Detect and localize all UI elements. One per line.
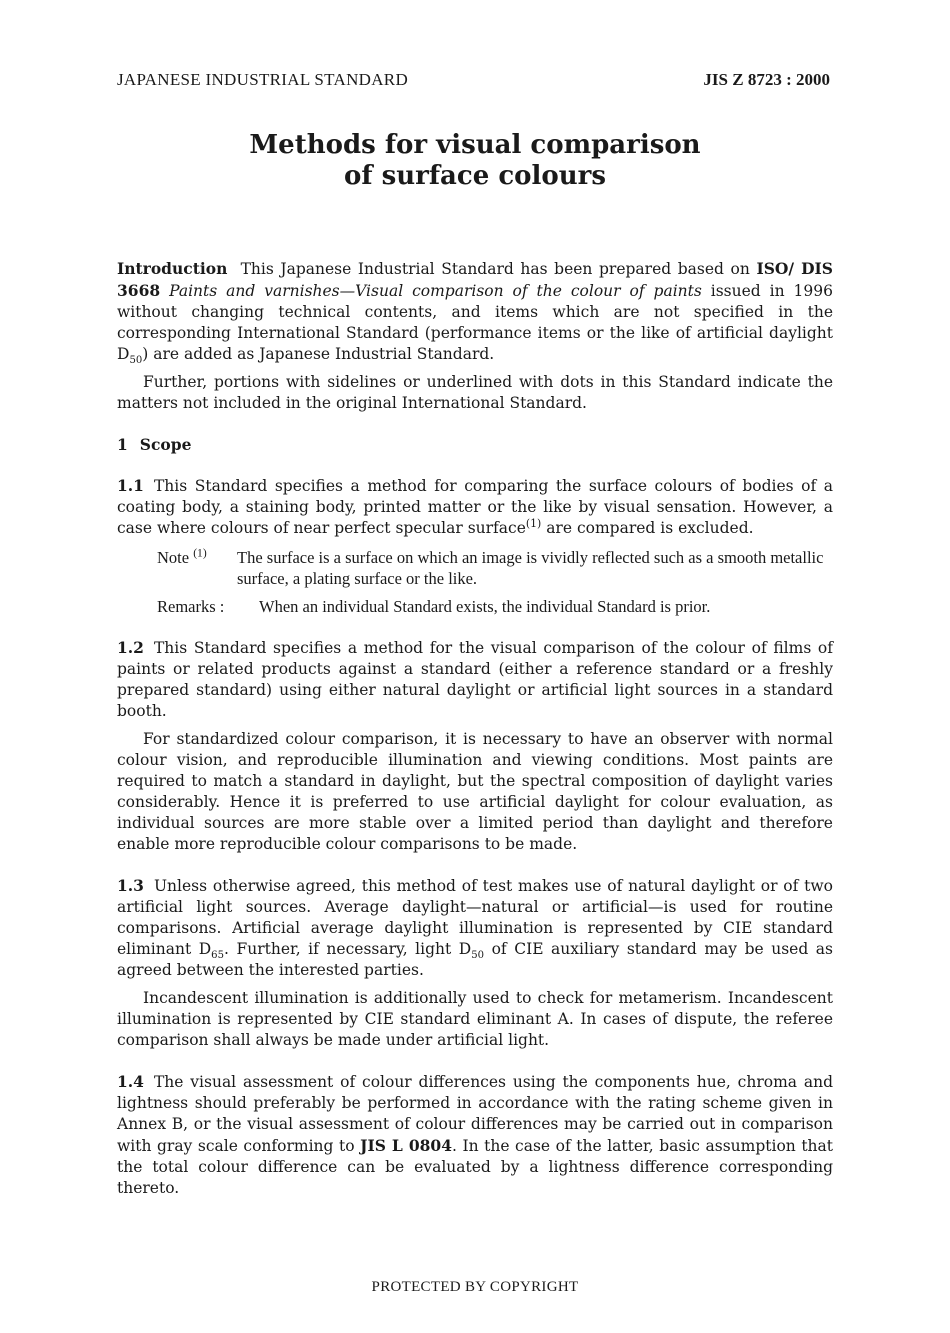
intro-paragraph-2: Further, portions with sidelines or underlined with dots in this Standard indicate the matters not included in the original International Standard. <box>117 373 833 412</box>
intro-label: Introduction <box>117 259 228 278</box>
footnote-ref: (1) <box>525 516 542 530</box>
section-heading-scope: 1 Scope <box>117 435 192 454</box>
clause-1-2: 1.2 This Standard specifies a method for the visual comparison of the colour of films of paints or related products against a standard (either a reference standard or a freshly prepared standard) using either natural daylight or artificial light sources in a standard booth. <box>117 638 833 720</box>
title-line-2: of surface colours <box>344 161 606 191</box>
intro-paragraph: Introduction This Japanese Industrial Standard has been prepared based on ISO/ DIS 3668 Paints and varnishes—Visual comparison of the colour of paints issued in 1996 without changing technical contents, and items which are not specified in the corresponding International Standard (performance items or the like of artificial daylight $D_{50}$) are added as Japanese Industrial Standard. <box>117 259 834 367</box>
document-body <box>117 258 833 1199</box>
copyright-footer: PROTECTED BY COPYRIGHT <box>371 1279 579 1295</box>
clause-1-3: 1.3 Unless otherwise agreed, this method of test makes use of natural daylight or of two artificial light sources. Average daylight—natural or artificial—is used for routine comparisons. Artificial average daylight illumination is represented by CIE standard eliminant $D_{65}$. Further, if necessary, light $D_{50}$ of CIE auxiliary standard may be used as agreed between the interested parties. <box>117 876 833 979</box>
iso-title: Paints and varnishes—Visual comparison of the colour of paints <box>169 282 702 300</box>
header-standard-label: JAPANESE INDUSTRIAL STANDARD <box>117 70 409 89</box>
header-standard-number: JIS Z 8723 : 2000 <box>703 70 830 89</box>
note-1: Note $^{(1)}$ The surface is a surface on which an image is vividly reflected such as a smooth metallic surface, a plating surface or the like. <box>157 547 824 588</box>
jis-reference: JIS L 0804 <box>360 1136 452 1155</box>
iso-reference: ISO/ DIS 3668 <box>117 259 834 300</box>
clause-1-4: 1.4 The visual assessment of colour differences using the components hue, chroma and lightness should preferably be performed in accordance with the rating scheme given in Annex B, or the visual assessment of colour differences may be carried out in comparison with gray scale conforming to JIS L 0804. In the case of the latter, basic assumption that the total colour difference can be evaluated by a lightness difference corresponding thereto. <box>117 1072 833 1197</box>
clause-1-1: 1.1 This Standard specifies a method for comparing the surface colours of bodies of a coating body, a staining body, printed matter or the like by visual sensation. However, a case where colours of near perfect specular surface$^{(1)}$ are compared is excluded. <box>117 476 833 537</box>
remarks: Remarks : When an individual Standard exists, the individual Standard is prior. <box>157 597 711 616</box>
document-title <box>0 130 950 192</box>
clause-1-2-paragraph-2: For standardized colour comparison, it is necessary to have an observer with normal colour vision, and reproducible illumination and viewing conditions. Most paints are required to match a standard in daylight, but the spectral composition of daylight varies considerably. Hence it is preferred to use artificial daylight for colour evaluation, as individual sources are more stable over a limited period than daylight and therefore enable more reproducible colour comparisons to be made. <box>117 730 833 853</box>
clause-1-3-paragraph-2: Incandescent illumination is additionally used to check for metamerism. Incandescent illumination is represented by CIE standard eliminant A. In cases of dispute, the referee comparison shall always be made under artificial light. <box>117 989 833 1049</box>
title-line-1: Methods for visual comparison <box>249 130 701 160</box>
